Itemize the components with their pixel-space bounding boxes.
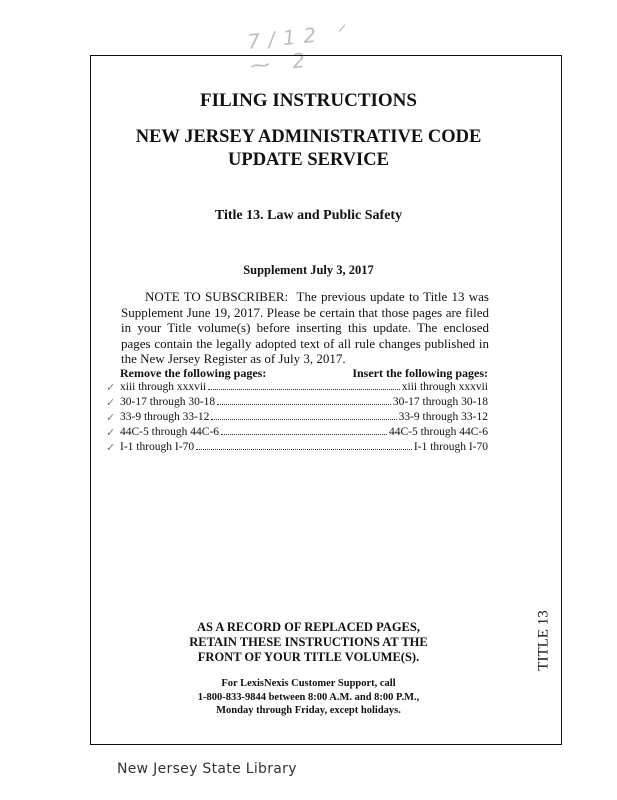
page-title: FILING INSTRUCTIONS: [200, 90, 417, 111]
remove-range: I-1 through I-70: [120, 441, 195, 453]
leader-dots: [217, 404, 391, 405]
note-label: NOTE TO SUBSCRIBER:: [145, 289, 289, 304]
table-row: [120, 426, 488, 441]
remove-range: 33-9 through 33-12: [120, 411, 210, 423]
insert-range: I-1 through I-70: [413, 441, 488, 453]
insert-range: 44C-5 through 44C-6: [388, 426, 488, 438]
table-row: [120, 441, 488, 456]
remove-range: 30-17 through 30-18: [120, 396, 216, 408]
leader-dots: [211, 419, 396, 420]
insert-header: Insert the following pages:: [352, 366, 488, 380]
insert-range: 30-17 through 30-18: [392, 396, 488, 408]
record-instructions: [90, 620, 527, 665]
support-line-1: For LexisNexis Customer Support, call: [221, 678, 396, 689]
table-row: [120, 396, 488, 411]
remove-range: 44C-5 through 44C-6: [120, 426, 220, 438]
library-stamp: New Jersey State Library: [117, 761, 297, 777]
check-mark-icon: ✓: [106, 411, 116, 424]
supplement-date: Supplement July 3, 2017: [243, 263, 374, 277]
spine-label-text: TITLE 13: [535, 609, 552, 671]
leader-dots: [196, 449, 412, 450]
note-to-subscriber: [121, 289, 489, 367]
spine-label: [529, 600, 559, 680]
check-mark-icon: ✓: [106, 396, 116, 409]
leader-dots: [221, 434, 387, 435]
pages-table: [120, 381, 488, 456]
customer-support: [90, 677, 527, 718]
leader-dots: [208, 389, 400, 390]
table-row: [120, 411, 488, 426]
section-title: Title 13. Law and Public Safety: [214, 208, 403, 223]
note-text: The previous update to Title 13 was Supplement June 19, 2017. Please be certain that those pages are filed in your Title volume(s) before inserting this update. The enclosed pages contain the legally adopted text of all rule changes published in the New Jersey Register as of July 3, 2017.: [121, 289, 489, 366]
record-line-3: FRONT OF YOUR TITLE VOLUME(S).: [197, 650, 420, 664]
pages-header: [120, 366, 488, 381]
check-mark-icon: ✓: [106, 426, 116, 439]
remove-range: xiii through xxxvii: [120, 381, 207, 393]
insert-range: xiii through xxxvii: [401, 381, 488, 393]
insert-range: 33-9 through 33-12: [398, 411, 488, 423]
record-line-1: AS A RECORD OF REPLACED PAGES,: [197, 620, 420, 634]
handwritten-mark: 7/12 ᐟ ⁓ 2: [246, 18, 356, 78]
table-row: [120, 381, 488, 396]
check-mark-icon: ✓: [106, 441, 116, 454]
subtitle-line-1: NEW JERSEY ADMINISTRATIVE CODE: [135, 127, 482, 147]
support-line-3: Monday through Friday, except holidays.: [216, 705, 401, 716]
remove-header: Remove the following pages:: [120, 366, 267, 380]
record-line-2: RETAIN THESE INSTRUCTIONS AT THE: [189, 635, 428, 649]
support-line-2: 1-800-833-9844 between 8:00 A.M. and 8:00 P.M.,: [197, 691, 420, 703]
check-mark-icon: ✓: [106, 381, 116, 394]
page-subtitle: [90, 126, 527, 172]
subtitle-line-2: UPDATE SERVICE: [228, 150, 389, 170]
